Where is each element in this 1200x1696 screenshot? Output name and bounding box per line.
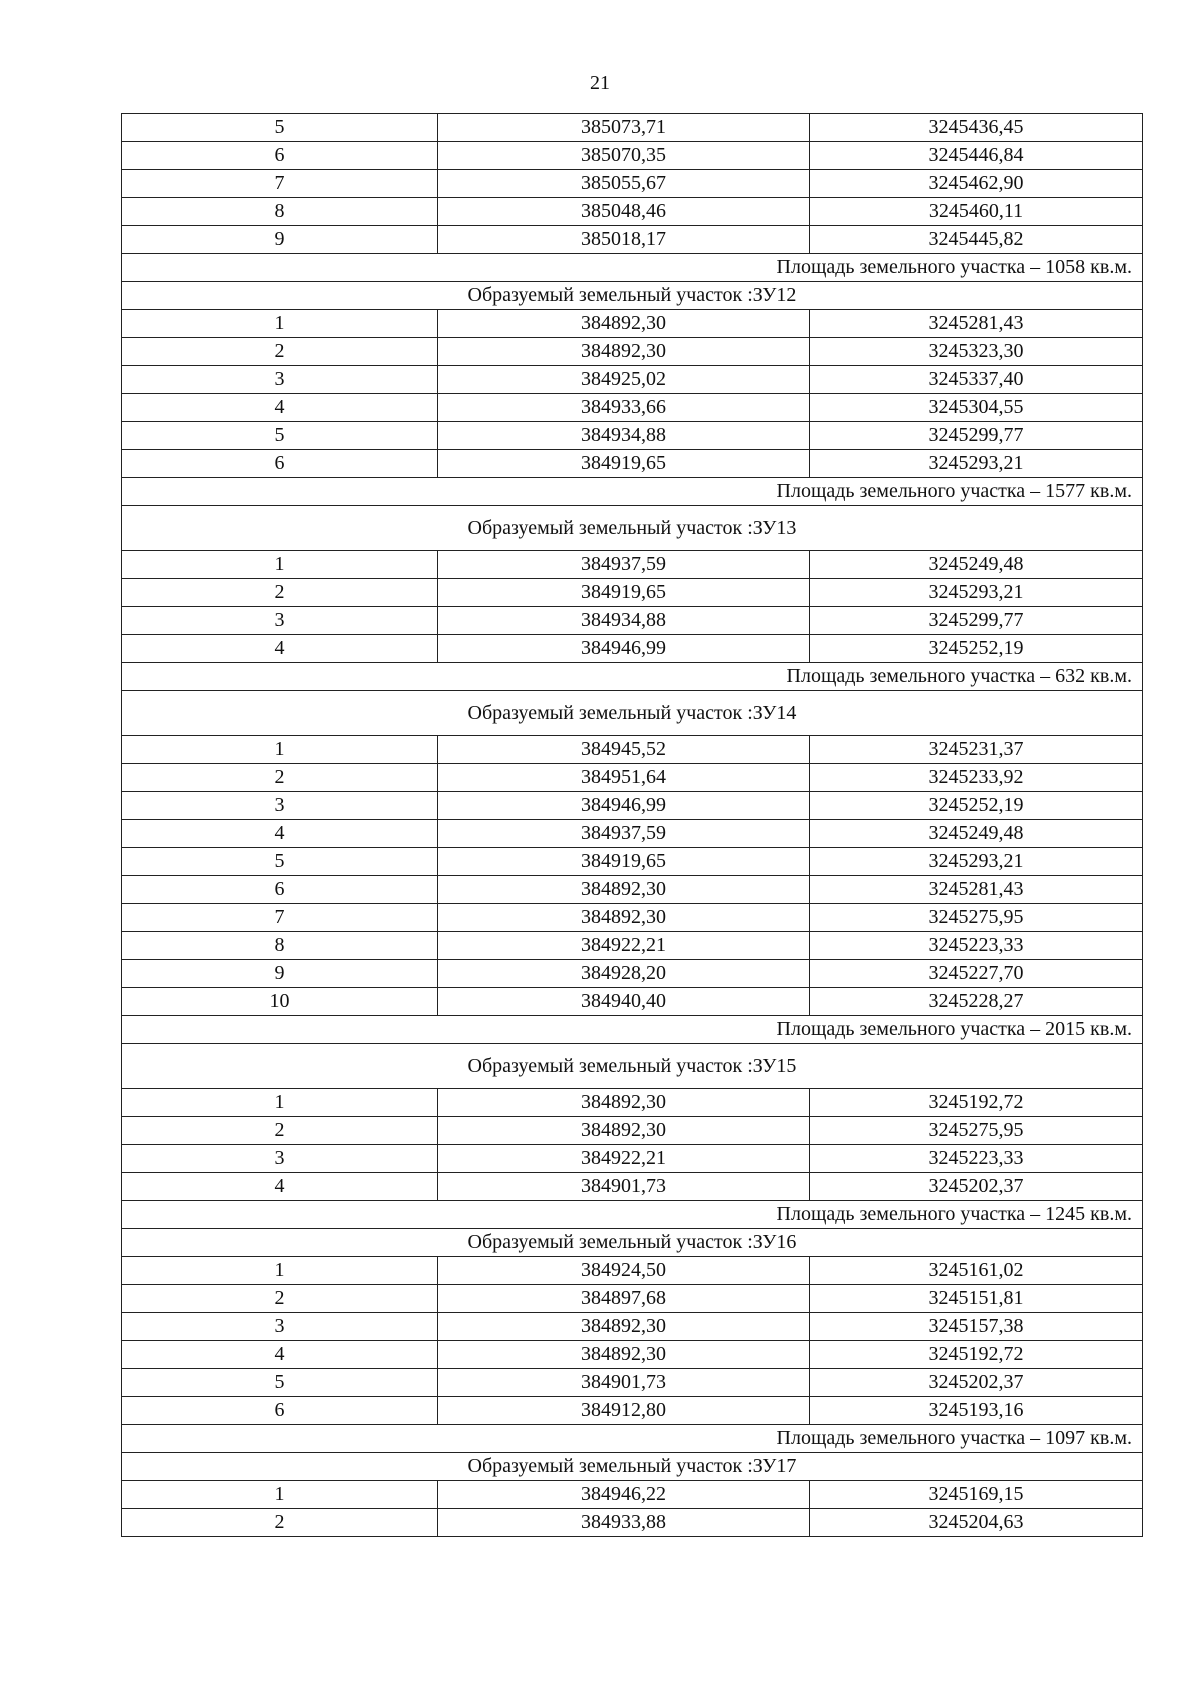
y-coordinate-cell: 3245293,21 bbox=[810, 450, 1143, 478]
y-coordinate-cell: 3245293,21 bbox=[810, 579, 1143, 607]
x-coordinate-cell: 384928,20 bbox=[438, 960, 810, 988]
coordinate-row bbox=[122, 1481, 1143, 1509]
coordinate-row bbox=[122, 1173, 1143, 1201]
y-coordinate-cell: 3245445,82 bbox=[810, 226, 1143, 254]
x-coordinate-cell: 384901,73 bbox=[438, 1369, 810, 1397]
y-coordinate-cell: 3245299,77 bbox=[810, 607, 1143, 635]
y-coordinate-cell: 3245249,48 bbox=[810, 551, 1143, 579]
y-coordinate-cell: 3245275,95 bbox=[810, 1117, 1143, 1145]
coordinate-row bbox=[122, 310, 1143, 338]
y-coordinate-cell: 3245192,72 bbox=[810, 1089, 1143, 1117]
x-coordinate-cell: 385070,35 bbox=[438, 142, 810, 170]
point-number-cell: 1 bbox=[122, 1257, 438, 1285]
coordinate-row bbox=[122, 338, 1143, 366]
coordinate-row bbox=[122, 792, 1143, 820]
parcel-area-text: Площадь земельного участка – 1245 кв.м. bbox=[122, 1201, 1143, 1229]
point-number-cell: 4 bbox=[122, 394, 438, 422]
y-coordinate-cell: 3245436,45 bbox=[810, 114, 1143, 142]
coordinate-row bbox=[122, 422, 1143, 450]
point-number-cell: 2 bbox=[122, 764, 438, 792]
page-number: 21 bbox=[590, 72, 610, 94]
y-coordinate-cell: 3245337,40 bbox=[810, 366, 1143, 394]
point-number-cell: 3 bbox=[122, 1145, 438, 1173]
coordinate-row bbox=[122, 1509, 1143, 1537]
x-coordinate-cell: 384912,80 bbox=[438, 1397, 810, 1425]
coordinate-row bbox=[122, 1089, 1143, 1117]
parcel-heading-row bbox=[122, 1229, 1143, 1257]
point-number-cell: 9 bbox=[122, 226, 438, 254]
point-number-cell: 2 bbox=[122, 1117, 438, 1145]
x-coordinate-cell: 384946,99 bbox=[438, 792, 810, 820]
y-coordinate-cell: 3245202,37 bbox=[810, 1369, 1143, 1397]
y-coordinate-cell: 3245223,33 bbox=[810, 932, 1143, 960]
parcel-heading-text: Образуемый земельный участок :ЗУ15 bbox=[122, 1044, 1143, 1089]
parcel-heading-row bbox=[122, 1453, 1143, 1481]
coordinate-row bbox=[122, 170, 1143, 198]
coordinates-table-body bbox=[122, 114, 1143, 1537]
point-number-cell: 9 bbox=[122, 960, 438, 988]
point-number-cell: 7 bbox=[122, 904, 438, 932]
y-coordinate-cell: 3245252,19 bbox=[810, 635, 1143, 663]
y-coordinate-cell: 3245192,72 bbox=[810, 1341, 1143, 1369]
area-row bbox=[122, 1016, 1143, 1044]
x-coordinate-cell: 384937,59 bbox=[438, 820, 810, 848]
x-coordinate-cell: 384946,99 bbox=[438, 635, 810, 663]
point-number-cell: 3 bbox=[122, 792, 438, 820]
y-coordinate-cell: 3245151,81 bbox=[810, 1285, 1143, 1313]
point-number-cell: 3 bbox=[122, 607, 438, 635]
area-row bbox=[122, 478, 1143, 506]
coordinate-row bbox=[122, 1117, 1143, 1145]
point-number-cell: 5 bbox=[122, 422, 438, 450]
point-number-cell: 8 bbox=[122, 932, 438, 960]
point-number-cell: 10 bbox=[122, 988, 438, 1016]
x-coordinate-cell: 385073,71 bbox=[438, 114, 810, 142]
x-coordinate-cell: 384892,30 bbox=[438, 338, 810, 366]
x-coordinate-cell: 384924,50 bbox=[438, 1257, 810, 1285]
x-coordinate-cell: 384925,02 bbox=[438, 366, 810, 394]
y-coordinate-cell: 3245460,11 bbox=[810, 198, 1143, 226]
area-row bbox=[122, 1201, 1143, 1229]
parcel-heading-row bbox=[122, 506, 1143, 551]
point-number-cell: 3 bbox=[122, 366, 438, 394]
area-row bbox=[122, 663, 1143, 691]
y-coordinate-cell: 3245299,77 bbox=[810, 422, 1143, 450]
x-coordinate-cell: 384934,88 bbox=[438, 422, 810, 450]
coordinate-row bbox=[122, 960, 1143, 988]
x-coordinate-cell: 384892,30 bbox=[438, 1313, 810, 1341]
coordinate-row bbox=[122, 1313, 1143, 1341]
point-number-cell: 7 bbox=[122, 170, 438, 198]
coordinate-row bbox=[122, 1369, 1143, 1397]
coordinate-row bbox=[122, 607, 1143, 635]
x-coordinate-cell: 384922,21 bbox=[438, 1145, 810, 1173]
y-coordinate-cell: 3245157,38 bbox=[810, 1313, 1143, 1341]
point-number-cell: 6 bbox=[122, 876, 438, 904]
area-row bbox=[122, 254, 1143, 282]
point-number-cell: 5 bbox=[122, 1369, 438, 1397]
coordinate-row bbox=[122, 1285, 1143, 1313]
parcel-heading-text: Образуемый земельный участок :ЗУ12 bbox=[122, 282, 1143, 310]
y-coordinate-cell: 3245462,90 bbox=[810, 170, 1143, 198]
coordinate-row bbox=[122, 932, 1143, 960]
point-number-cell: 8 bbox=[122, 198, 438, 226]
x-coordinate-cell: 384922,21 bbox=[438, 932, 810, 960]
y-coordinate-cell: 3245227,70 bbox=[810, 960, 1143, 988]
point-number-cell: 4 bbox=[122, 1173, 438, 1201]
coordinate-row bbox=[122, 988, 1143, 1016]
point-number-cell: 5 bbox=[122, 114, 438, 142]
x-coordinate-cell: 384945,52 bbox=[438, 736, 810, 764]
y-coordinate-cell: 3245293,21 bbox=[810, 848, 1143, 876]
y-coordinate-cell: 3245161,02 bbox=[810, 1257, 1143, 1285]
coordinate-row bbox=[122, 198, 1143, 226]
point-number-cell: 6 bbox=[122, 142, 438, 170]
parcel-area-text: Площадь земельного участка – 1097 кв.м. bbox=[122, 1425, 1143, 1453]
y-coordinate-cell: 3245275,95 bbox=[810, 904, 1143, 932]
point-number-cell: 2 bbox=[122, 1285, 438, 1313]
point-number-cell: 2 bbox=[122, 1509, 438, 1537]
x-coordinate-cell: 384937,59 bbox=[438, 551, 810, 579]
point-number-cell: 4 bbox=[122, 635, 438, 663]
coordinate-row bbox=[122, 114, 1143, 142]
x-coordinate-cell: 384919,65 bbox=[438, 579, 810, 607]
y-coordinate-cell: 3245249,48 bbox=[810, 820, 1143, 848]
coordinate-row bbox=[122, 366, 1143, 394]
point-number-cell: 2 bbox=[122, 338, 438, 366]
x-coordinate-cell: 384919,65 bbox=[438, 848, 810, 876]
coordinate-row bbox=[122, 820, 1143, 848]
y-coordinate-cell: 3245281,43 bbox=[810, 310, 1143, 338]
y-coordinate-cell: 3245304,55 bbox=[810, 394, 1143, 422]
x-coordinate-cell: 384892,30 bbox=[438, 876, 810, 904]
parcel-heading-text: Образуемый земельный участок :ЗУ16 bbox=[122, 1229, 1143, 1257]
y-coordinate-cell: 3245281,43 bbox=[810, 876, 1143, 904]
y-coordinate-cell: 3245193,16 bbox=[810, 1397, 1143, 1425]
y-coordinate-cell: 3245169,15 bbox=[810, 1481, 1143, 1509]
x-coordinate-cell: 384892,30 bbox=[438, 1341, 810, 1369]
coordinates-table bbox=[121, 113, 1143, 1537]
x-coordinate-cell: 385018,17 bbox=[438, 226, 810, 254]
point-number-cell: 4 bbox=[122, 1341, 438, 1369]
coordinate-row bbox=[122, 1257, 1143, 1285]
parcel-area-text: Площадь земельного участка – 1577 кв.м. bbox=[122, 478, 1143, 506]
y-coordinate-cell: 3245231,37 bbox=[810, 736, 1143, 764]
x-coordinate-cell: 384892,30 bbox=[438, 1089, 810, 1117]
point-number-cell: 2 bbox=[122, 579, 438, 607]
point-number-cell: 3 bbox=[122, 1313, 438, 1341]
y-coordinate-cell: 3245233,92 bbox=[810, 764, 1143, 792]
parcel-area-text: Площадь земельного участка – 632 кв.м. bbox=[122, 663, 1143, 691]
coordinate-row bbox=[122, 551, 1143, 579]
point-number-cell: 4 bbox=[122, 820, 438, 848]
coordinate-row bbox=[122, 394, 1143, 422]
y-coordinate-cell: 3245223,33 bbox=[810, 1145, 1143, 1173]
coordinate-row bbox=[122, 1341, 1143, 1369]
coordinate-row bbox=[122, 579, 1143, 607]
x-coordinate-cell: 384892,30 bbox=[438, 310, 810, 338]
x-coordinate-cell: 384892,30 bbox=[438, 904, 810, 932]
point-number-cell: 1 bbox=[122, 736, 438, 764]
point-number-cell: 6 bbox=[122, 1397, 438, 1425]
x-coordinate-cell: 384951,64 bbox=[438, 764, 810, 792]
coordinate-row bbox=[122, 904, 1143, 932]
parcel-heading-text: Образуемый земельный участок :ЗУ13 bbox=[122, 506, 1143, 551]
coordinate-row bbox=[122, 635, 1143, 663]
parcel-heading-text: Образуемый земельный участок :ЗУ14 bbox=[122, 691, 1143, 736]
x-coordinate-cell: 384946,22 bbox=[438, 1481, 810, 1509]
coordinate-row bbox=[122, 450, 1143, 478]
point-number-cell: 1 bbox=[122, 1089, 438, 1117]
parcel-area-text: Площадь земельного участка – 1058 кв.м. bbox=[122, 254, 1143, 282]
parcel-heading-row bbox=[122, 691, 1143, 736]
y-coordinate-cell: 3245446,84 bbox=[810, 142, 1143, 170]
x-coordinate-cell: 384919,65 bbox=[438, 450, 810, 478]
point-number-cell: 5 bbox=[122, 848, 438, 876]
coordinate-row bbox=[122, 1145, 1143, 1173]
point-number-cell: 1 bbox=[122, 1481, 438, 1509]
x-coordinate-cell: 384934,88 bbox=[438, 607, 810, 635]
coordinate-row bbox=[122, 848, 1143, 876]
y-coordinate-cell: 3245323,30 bbox=[810, 338, 1143, 366]
point-number-cell: 1 bbox=[122, 310, 438, 338]
point-number-cell: 6 bbox=[122, 450, 438, 478]
parcel-area-text: Площадь земельного участка – 2015 кв.м. bbox=[122, 1016, 1143, 1044]
y-coordinate-cell: 3245228,27 bbox=[810, 988, 1143, 1016]
x-coordinate-cell: 384901,73 bbox=[438, 1173, 810, 1201]
coordinate-row bbox=[122, 876, 1143, 904]
x-coordinate-cell: 385048,46 bbox=[438, 198, 810, 226]
coordinate-row bbox=[122, 226, 1143, 254]
coordinate-row bbox=[122, 1397, 1143, 1425]
parcel-heading-row bbox=[122, 282, 1143, 310]
point-number-cell: 1 bbox=[122, 551, 438, 579]
coordinate-row bbox=[122, 764, 1143, 792]
x-coordinate-cell: 384933,88 bbox=[438, 1509, 810, 1537]
parcel-heading-text: Образуемый земельный участок :ЗУ17 bbox=[122, 1453, 1143, 1481]
area-row bbox=[122, 1425, 1143, 1453]
coordinate-row bbox=[122, 142, 1143, 170]
coordinate-row bbox=[122, 736, 1143, 764]
parcel-heading-row bbox=[122, 1044, 1143, 1089]
y-coordinate-cell: 3245202,37 bbox=[810, 1173, 1143, 1201]
x-coordinate-cell: 384897,68 bbox=[438, 1285, 810, 1313]
y-coordinate-cell: 3245204,63 bbox=[810, 1509, 1143, 1537]
x-coordinate-cell: 385055,67 bbox=[438, 170, 810, 198]
x-coordinate-cell: 384940,40 bbox=[438, 988, 810, 1016]
x-coordinate-cell: 384892,30 bbox=[438, 1117, 810, 1145]
y-coordinate-cell: 3245252,19 bbox=[810, 792, 1143, 820]
x-coordinate-cell: 384933,66 bbox=[438, 394, 810, 422]
